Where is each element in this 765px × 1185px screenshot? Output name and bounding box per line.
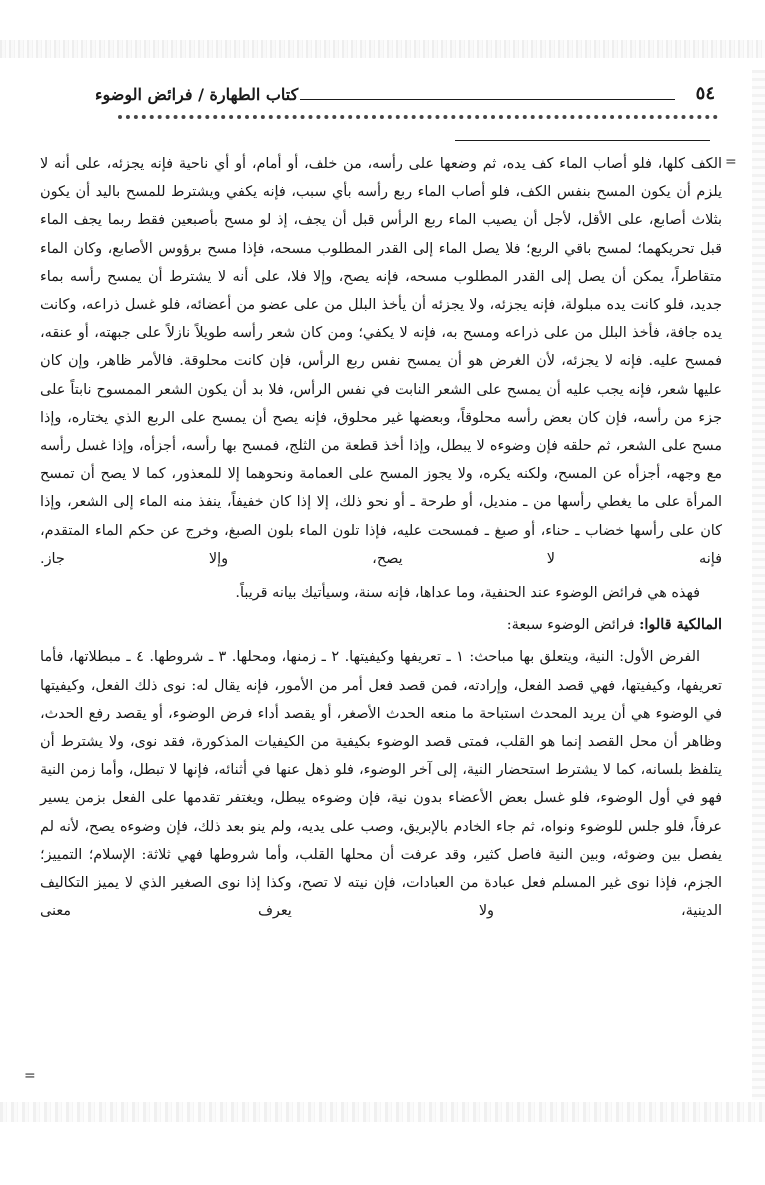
school-name: المالكية قالوا: [639,616,722,634]
continuation-mark-start: = [725,154,737,170]
page-body [40,150,722,1098]
heading-text: فرائض الوضوء سبعة: [506,617,640,634]
dotted-separator [118,115,718,131]
paragraph-head-mask: الكف كلها، فلو أصاب الماء كف يده، ثم وضعها على رأسه، من خلف، أو أمام، أو أي ناحية فإنه يجزئه، على أنه لا يلزم أن يكون المسح بنفس الكف، فلو أصاب الماء ربع رأسه بأي سبب، فإنه يكفي ويشترط للمسح باليد أن يكون بثلاث أصابع، على الأقل، لأجل أن يصيب الماء ربع الرأس قبل أن يجف، إذ لو مسح بأصبعين فقط ربما يجف الماء قبل تحريكهما؛ لمسح باقي الربع؛ فلا يصل الماء إلى القدر المطلوب مسحه، فإذا مسح برؤوس الأصابع، وكان الماء متقاطراً، يمكن أن يصل إلى القدر المطلوب مسحه، فإنه يصح، وإلا فلا، على أنه لا يشترط أن يمسح رأسه بماء جديد، فلو كانت يده مبلولة، فإنه يجزئه، ولا يجزئه أن يأخذ البلل من على عضو من أعضائه، فلو غسل ذراعه، وكانت يده جافة، فأخذ البلل من على ذراعه ومسح به، فإنه لا يكفي؛ ومن كان شعر رأسه طويلاً نازلاً على جبهته، أو عنقه، فمسح عليه. فإنه لا يجزئه، لأن الغرض هو أن يمسح نفس ربع الرأس، فإن كانت محلوقة. فالأمر ظاهر، وإن كان عليها شعر، فإنه يجب عليه أن يمسح على الشعر النابت في نفس الرأس، فلا بد أن يكون الشعر الممسوح نابتاً على جزء من رأسه، فإن كان بعض رأسه محلوقاً، وبعضها غير محلوق، فإنه يصح أن يمسح على الربع الذي يختاره، وإذا مسح على الشعر، ثم حلقه فإن وضوءه لا يبطل، وإذا أخذ قطعة من الثلج، فمسح بها رأسه، أجزأه، وإذا غسل رأسه مع وجهه، أجزأه عن المسح، ولكنه يكره، ولا يجوز المسح على العمامة ونحوهما إلا للمعذور، كما لا يصح أن تمسح المرأة على ما يغطي رأسها من ـ منديل، أو طرحة ـ أو نحو ذلك، إلا إذا كان خفيفاً، ينفذ منه الماء إلى الشعر، وإذا كان على رأسها خضاب ـ حناء، أو صبغ ـ فمسحت عليه، فإذا تلون الماء بلون الصبغ، وخرج عن حكم الماء المتقدم، فإنه لا يصح، وإلا جاز. [40,156,722,567]
scan-noise-top [0,40,765,58]
page-header [95,83,715,113]
scan-noise-bottom [0,1102,765,1122]
running-title: كتاب الطهارة / فرائض الوضوء [95,85,299,104]
paragraph-maliki-heading [40,611,722,639]
continuation-mark-end: = [24,1068,36,1084]
header-rule [300,99,675,100]
paragraph-first-obligation: الفرض الأول: النية، ويتعلق بها مباحث: ١ ـ تعريفها وكيفيتها. ٢ ـ زمنها، ومحلها. ٣ ـ شروطها. ٤ ـ مبطلاتها، فأما تعريفها، وكيفيتها، فهي قصد الفعل، وإرادته، فمن قصد فعل أمر من الأمور، فإنه يقال له: نوى ذلك الفعل، وكيفيتها في الوضوء هي أن يريد المحدث استباحة ما منعه الحدث الأصغر، أو يقصد أداء فرض الوضوء، أو يقصد رفع الحدث، وظاهر أن محل القصد إنما هو القلب، فمتى قصد الوضوء بكيفية من الكيفيات المذكورة، فقد نوى، ولا يشترط أن يتلفظ بلسانه، كما لا يشترط استحضار النية، إلى آخر الوضوء، فلو ذهل عنها في أثنائه، فإنها لا تبطل، وأما زمن النية فهو في أول الوضوء، فلو غسل بعض الأعضاء بدون نية، فإن وضوءه يبطل، ويغتفر تقدمها على الفعل بزمن يسير عرفاً، فلو جلس للوضوء ونواه، ثم جاء الخادم بالإبريق، وصب على يديه، ولم ينو بعد ذلك، فإن وضوءه يصح، لأنه لم يفصل بين وضوئه، وبين النية فاصل كثير، وقد عرفت أن محلها القلب، وأما شروطها فهي ثلاثة: الإسلام؛ التمييز؛ الجزم، فإذا نوى غير المسلم فعل عبادة من العبادات، فإن نيته لا تصح، وكذا إذا نوى الصغير الذي لا يميز التكاليف الدينية، ولا يعرف معنى [40,649,722,920]
page-number: ٥٤ [695,83,715,104]
scan-noise-right [752,70,765,1100]
paragraph-hanafi-summary: فهذه هي فرائض الوضوء عند الحنفية، وما عداها، فإنه سنة، وسيأتيك بيانه قريباً. [235,585,700,602]
footnote-rule [455,140,710,141]
